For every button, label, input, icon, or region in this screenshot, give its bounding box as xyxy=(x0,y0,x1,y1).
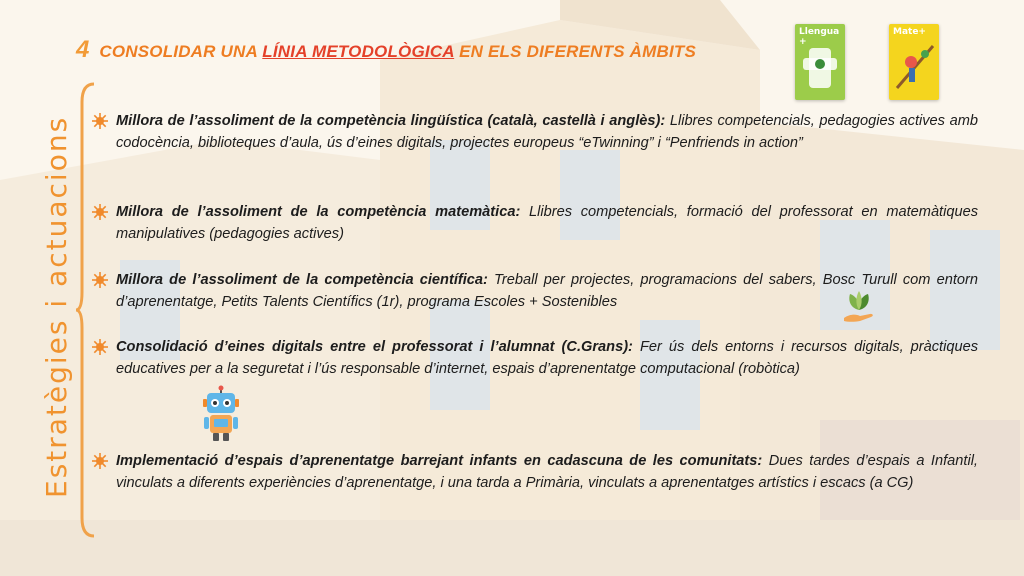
item-description: Dues tardes d’espais a Infantil, vinculats a diferents experiències d’aprenentatge, i una tarda a Primària, vinculats a aprenentatges artístics i escacs (a CG) xyxy=(116,453,978,491)
sun-bullet-icon xyxy=(92,272,108,288)
book-cover-mate xyxy=(889,24,939,100)
book-title: Llengua + xyxy=(799,27,840,47)
item-text xyxy=(116,450,978,494)
item-heading: Millora de l’assoliment de la competència lingüística (català, castellà i anglès): xyxy=(116,113,666,129)
list-item xyxy=(92,110,978,154)
item-heading: Consolidació d’eines digitals entre el professorat i l’alumnat (C.Grans): xyxy=(116,339,633,355)
plant-hand-icon xyxy=(840,288,878,326)
item-text xyxy=(116,110,978,154)
title-emphasis: LÍNIA METODOLÒGICA xyxy=(262,42,455,61)
slide-title xyxy=(99,42,696,62)
book-title: Mate+ xyxy=(893,27,926,37)
list-item xyxy=(92,201,978,245)
side-label: Estratègies i actuacions xyxy=(40,115,73,498)
item-heading: Millora de l’assoliment de la competència matemàtica: xyxy=(116,204,521,220)
item-text xyxy=(116,336,978,380)
item-heading: Millora de l’assoliment de la competència científica: xyxy=(116,272,488,288)
book-cover-llengua xyxy=(795,24,845,100)
sun-bullet-icon xyxy=(92,113,108,129)
sun-bullet-icon xyxy=(92,453,108,469)
item-description: Llibres competencials, pedagogies actives amb codocència, biblioteques d’aula, ús d’eines digitals, projectes europeus “eTwinning” i “Penfriends in action” xyxy=(116,113,978,151)
item-description: Fer ús dels entorns i recursos digitals, pràctiques educatives per a la seguretat i l’ús responsable d’internet, espais d’aprenentatge computacional (robòtica) xyxy=(116,339,978,377)
item-description: Llibres competencials, formació del professorat en matemàtiques manipulatives (pedagogies actives) xyxy=(116,204,978,242)
list-item xyxy=(92,336,978,380)
title-part-2: EN ELS DIFERENTS ÀMBITS xyxy=(454,42,697,61)
item-text xyxy=(116,201,978,245)
item-heading: Implementació d’espais d’aprenentatge barrejant infants en cadascuna de les comunitats: xyxy=(116,453,763,469)
list-item xyxy=(92,450,978,494)
section-number: 4 xyxy=(76,36,90,63)
item-description: Treball per projectes, programacions del sabers, Bosc Turull com entorn d’aprenentatge, Petits Talents Científics (1r), programa Escoles + Sostenibles xyxy=(116,272,978,310)
slide-header xyxy=(76,36,696,64)
title-part-1: CONSOLIDAR UNA xyxy=(99,42,263,61)
sun-bullet-icon xyxy=(92,339,108,355)
robot-icon xyxy=(200,385,242,443)
sun-bullet-icon xyxy=(92,204,108,220)
